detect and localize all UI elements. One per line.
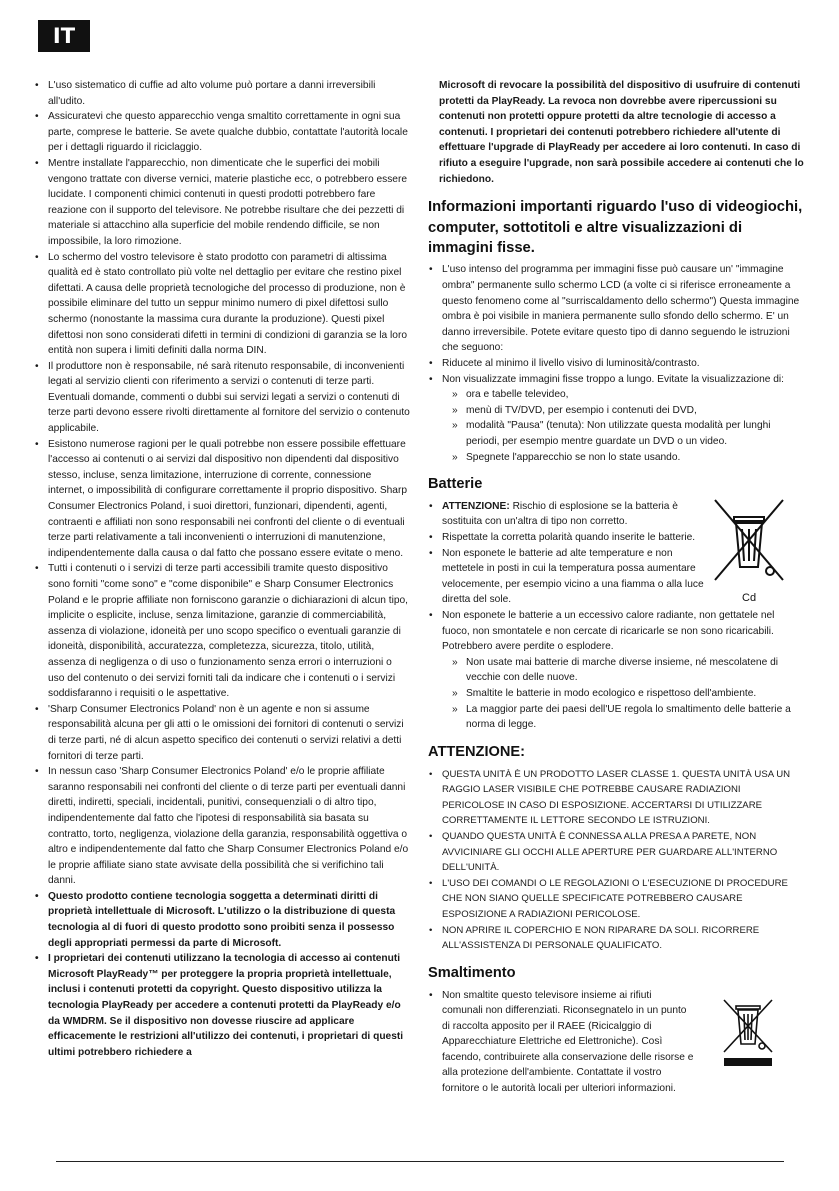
list-item: • L'uso intenso del programma per immagini fisse può causare un' "immagine ombra" permanente sullo schermo LCD (a volte ci si riferisce erroneamente a questo fenomeno come al "surriscaldamento dello schermo") Questa immagine ombra è poi visibile in maniera permanente sullo sfondo dello schermo. E' un danno irreversibile. Potete evitare questo tipo di danno seguendo le istruzioni che seguono: [428,262,804,356]
list-item: • QUANDO QUESTA UNITÀ È CONNESSA ALLA PRESA A PARETE, NON AVVICINIARE GLI OCCHI ALLE APERTURE PER GUARDARE ALL'INTERNO DELL'UNITÀ. [428,829,804,876]
list-item: • Tutti i contenuti o i servizi di terze parti accessibili tramite questo dispositivo sono forniti "come sono" e "come disponibile" e Sharp Consumer Electronics Poland e le proprie affiliate non forniscono garanzie o dichiarazioni di alcun tipo, implicite o esplicite, incluse, senza limitazione, garanzie di commerciabilità, assenza di violazione, idoneità per uno scopo specifico o eventuali garanzie di idoneità, disponibilità, accuratezza, completezza, sicurezza, titolo, utilità, assenza di negligenza o di uso o funzionamento senza errori o interruzioni o uso del contenuto o dei servizi forniti tali da indicare che i contenuti o i servizi soddisfaranno i requisiti o le aspettative. [34,561,410,701]
list-item-text: Non esponete le batterie a un eccessivo calore radiante, non gettatele nel fuoco, non smontatele e non cercate di ricaricarle se non sono ricaricabili. Potrebbero avere perdite o esplodere. [442,610,775,653]
list-item: • Il produttore non è responsabile, né sarà ritenuto responsabile, di inconvenienti legati al servizio clienti con riferimento a servizi o contenuti di terze parti. Eventuali domande, commenti o dubbi sui servizi legati a servizi o contenuti di terze parti devono essere rivolti direttamente al fornitore del servizio o contenuto applicabile. [34,359,410,437]
weee-bin-icon [718,994,778,1074]
sub-list-item: » modalità "Pausa" (tenuta): Non utilizzate questa modalità per lunghi periodi, per esempio mentre guardate un DVD o un video. [442,418,804,449]
list-item: • Assicuratevi che questo apparecchio venga smaltito correttamente in ogni sua parte, comprese le batterie. Se avete qualche dubbio, contattate l'autorità locale per i dettagli riguardo il riciclaggio. [34,109,410,156]
list-item-playready: • I proprietari dei contenuti utilizzano la tecnologia di accesso ai contenuti Microsoft PlayReady™ per proteggere la propria proprietà intellettuale, inclusi i contenuti protetti da copyright. Questo dispositivo utilizza la tecnologia PlayReady per accedere a contenuti protetti da PlayReady e/o da WMDRM. Se il dispositivo non dovesse riuscire ad applicare efficacemente le restrizioni all'utilizzo dei contenuti, i proprietari di questi ultimi potrebbero richiedere a [34,951,410,1060]
list-item-microsoft-ip: • Questo prodotto contiene tecnologia soggetta a determinati diritti di proprietà intellettuale di Microsoft. L'utilizzo o la distribuzione di questa tecnologia al di fuori di questo prodotto sono proibiti senza il possesso degli appropriati permessi da parte di Microsoft. [34,889,410,951]
sub-list-item: » Non usate mai batterie di marche diverse insieme, né mescolatene di vecchie con delle nuove. [442,655,804,686]
sub-list-item: » Smaltite le batterie in modo ecologico e rispettoso dell'ambiente. [442,686,804,702]
sub-list-item: » La maggior parte dei paesi dell'UE regola lo smaltimento delle batterie a norma di legge. [442,702,804,733]
batterie-section [428,499,804,733]
cd-label: Cd [742,591,757,604]
list-item [428,608,804,733]
warning-text: Rischio di esplosione se la batteria è sostituita con un'altra di tipo non corretto. [442,500,678,528]
batterie-heading: Batterie [428,476,483,493]
list-item-text: Non visualizzate immagini fisse troppo a lungo. Evitate la visualizzazione di: [442,373,785,385]
smaltimento-section [428,988,804,1097]
smaltimento-heading: Smaltimento [428,964,516,981]
sub-list-item: » ora e tabelle televideo, [442,387,804,403]
list-item: • In nessun caso 'Sharp Consumer Electronics Poland' e/o le proprie affiliate saranno responsabili nei confronti del cliente o di terze parti per eventuali danni diretti, indiretti, speciali, incidentali, punitivi, consequenziali o di altro tipo, indipendentemente dal fatto che l'ipotesi di responsabilità sia basata su contratto, torto, negligenza, violazione della garanzia, responsabilità oggettiva o altro e indipendentemente dal fatto che Sharp Consumer Electronics Poland e/o le proprie affiliate siano state avvisate della possibilità che si verifichino tali danni. [34,764,410,889]
list-item: • Mentre installate l'apparecchio, non dimenticate che le superfici dei mobili vengono trattate con diverse vernici, materie plastiche ecc, o potrebbero essere lucidate. I componenti chimici contenuti in questi prodotti potrebbero fare reazione con il supporto del televisore. Ne potrebbe risultare che dei pezzetti di materiale si attacchino alla superficie del mobile rendendo difficile, se non impossibile, la loro rimozione. [34,156,410,250]
left-bullet-list [34,78,410,1060]
warning-label: ATTENZIONE: [442,500,510,512]
list-item: • Riducete al minimo il livello visivo di luminosità/contrasto. [428,356,804,372]
crossed-bin-cd-icon [712,497,786,607]
language-tab: IT [38,20,90,52]
right-column [428,78,804,1097]
info-heading: Informazioni importanti riguardo l'uso di videogiochi, computer, sottotitoli e altre visualizzazioni di immagini fisse. [428,199,803,256]
list-item: • L'uso sistematico di cuffie ad alto volume può portare a danni irreversibili all'udito. [34,78,410,109]
list-item: • Lo schermo del vostro televisore è stato prodotto con parametri di altissima qualità ed è stato controllato più volte nel dettaglio per evitare che restino pixel difettati. A causa delle proprietà tecnologiche del processo di produzione, non è possibile eliminare del tutto un seppur minimo numero di pixel difettosi sullo schermo (nonostante la massima cura durante la produzione). Questi pixel difettosi non sono considerati difetti in termini di condizioni di garanzia se la loro entità non supera i limiti definiti dalla norma DIN. [34,250,410,359]
list-item: • Non smaltite questo televisore insieme ai rifiuti comunali non differenziati. Riconsegnatelo in un punto di raccolta apposito per il RAEE (Ricicalggio di Apparecchiature Elettriche ed Elettroniche). Così facendo, contribuirete alla conservazione delle risorse e alla protezione dell'ambiente. Contattate il vostro fornitore o le autorità locali per ulteriori informazioni. [428,988,694,1097]
list-item [428,499,704,530]
footer-divider [56,1161,784,1162]
list-item: • 'Sharp Consumer Electronics Poland' non è un agente e non si assume responsabilità alcuna per gli atti o le omissioni dei fornitori di contenuti o servizi di terze parti, né di alcun aspetto specifico dei contenuti o servizi relativi a detti fornitori di terze parti. [34,702,410,764]
sub-list-item: » menù di TV/DVD, per esempio i contenuti dei DVD, [442,403,804,419]
info-sub-list [442,387,804,465]
list-item: • Esistono numerose ragioni per le quali potrebbe non essere possibile effettuare l'accesso ai contenuti o ai servizi dal dispositivo non dipendenti dal dispositivo stesso, incluse, senza limitazione, interruzione di corrente, connessione internet, o impossibilità di configurare correttamente il proprio dispositivo. Sharp Consumer Electronics Poland, i suoi direttori, funzionari, dipendenti, agenti, contraenti e affiliati non sono responsabili nei confronti del cliente o di eventuali terze parti relativamente a tali inconvenienti o interruzioni di manutenzione, indipendentemente dalla causa o dal fatto che possano essere evitate o meno. [34,437,410,562]
attenzione-heading: ATTENZIONE: [428,743,526,760]
left-column [34,78,410,1060]
playready-continuation: Microsoft di revocare la possibilità del dispositivo di usufruire di contenuti protetti da PlayReady. La revoca non dovrebbe avere ripercussioni su contenuti non protetti oppure protetti da altre tecnologie di accesso a contenuti. I proprietari dei contenuti potrebbero richiedere all'utente di effettuare l'upgrade di PlayReady per accedere ai loro contenuti. In caso di rifiuto a eseguire l'upgrade, non sarà possibile accedere ai contenuti che lo richiedono. [439,80,804,185]
sub-list-item: » Spegnete l'apparecchio se non lo state usando. [442,450,804,466]
attenzione-bullet-list [428,767,804,954]
list-item: • L'USO DEI COMANDI O LE REGOLAZIONI O L'ESECUZIONE DI PROCEDURE CHE NON SIANO QUELLE SPECIFICATE POTREBBERO CAUSARE ESPOSIZIONE A RADIAZIONI PERICOLOSE. [428,876,804,923]
batterie-sub-list [442,655,804,733]
list-item: • Non esponete le batterie ad alte temperature e non mettetele in posti in cui la temperatura possa aumentare velocemente, per esempio vicino a una fiamma o alla luce diretta del sole. [428,546,704,608]
info-bullet-list [428,262,804,465]
list-item: • QUESTA UNITÀ È UN PRODOTTO LASER CLASSE 1. QUESTA UNITÀ USA UN RAGGIO LASER VISIBILE CHE POTREBBE CAUSARE RADIAZIONI PERICOLOSE IN CASO DI ESPOSIZIONE. ACCERTARSI DI UTILIZZARE CORRETTAMENTE IL LETTORE SECONDO LE ISTRUZIONI. [428,767,804,829]
list-item: • NON APRIRE IL COPERCHIO E NON RIPARARE DA SOLI. RICORRERE ALL'ASSISTENZA DI PERSONALE QUALIFICATO. [428,923,804,954]
list-item [428,372,804,466]
list-item: • Rispettate la corretta polarità quando inserite le batterie. [428,530,704,546]
